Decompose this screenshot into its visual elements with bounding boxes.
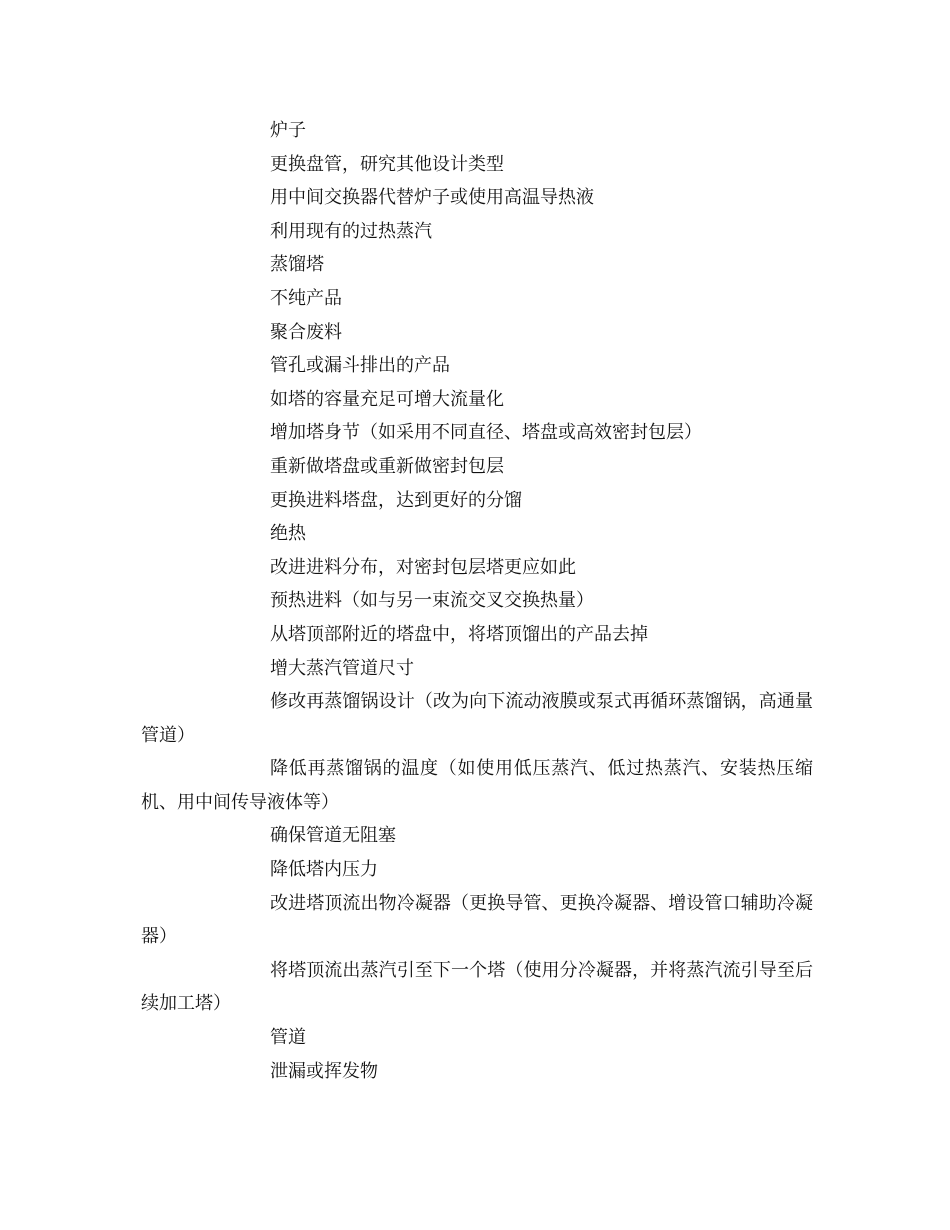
paragraph: 炉子: [270, 120, 306, 141]
paragraph: 如塔的容量充足可增大流量化: [270, 388, 504, 410]
paragraph: 改进塔顶流出物冷凝器（更换导管、更换冷凝器、增设管口辅助冷凝器）: [141, 892, 813, 948]
paragraph: 蒸馏塔: [270, 254, 324, 276]
document-body: [141, 114, 813, 1088]
paragraph: 改进进料分布，对密封包层塔更应如此: [270, 556, 576, 578]
paragraph: 增加塔身节（如采用不同直径、塔盘或高效密封包层）: [270, 422, 702, 444]
paragraph: 更换进料塔盘，达到更好的分馏: [270, 489, 522, 511]
paragraph: 降低塔内压力: [270, 859, 378, 881]
paragraph: 确保管道无阻塞: [270, 825, 396, 847]
paragraph: 重新做塔盘或重新做密封包层: [270, 455, 504, 477]
paragraph: 绝热: [270, 523, 306, 545]
paragraph: 降低再蒸馏锅的温度（如使用低压蒸汽、低过热蒸汽、安装热压缩机、用中间传导液体等）: [141, 758, 813, 813]
paragraph: 聚合废料: [270, 321, 342, 343]
paragraph: 预热进料（如与另一束流交叉交换热量）: [270, 590, 594, 612]
paragraph: 更换盘管，研究其他设计类型: [270, 153, 504, 175]
paragraph: 利用现有的过热蒸汽: [270, 220, 432, 242]
paragraph: 不纯产品: [270, 287, 342, 309]
paragraph: 管孔或漏斗排出的产品: [270, 355, 450, 377]
paragraph: 用中间交换器代替炉子或使用高温导热液: [270, 187, 594, 209]
paragraph: 增大蒸汽管道尺寸: [270, 657, 414, 679]
paragraph: 将塔顶流出蒸汽引至下一个塔（使用分冷凝器，并将蒸汽流引导至后续加工塔）: [141, 959, 813, 1015]
paragraph: 泄漏或挥发物: [270, 1060, 378, 1082]
paragraph: 管道: [270, 1027, 306, 1049]
paragraph: 从塔顶部附近的塔盘中，将塔顶馏出的产品去掉: [270, 623, 648, 645]
paragraph: 修改再蒸馏锅设计（改为向下流动液膜或泵式再循环蒸馏锅，高通量管道）: [141, 691, 813, 746]
